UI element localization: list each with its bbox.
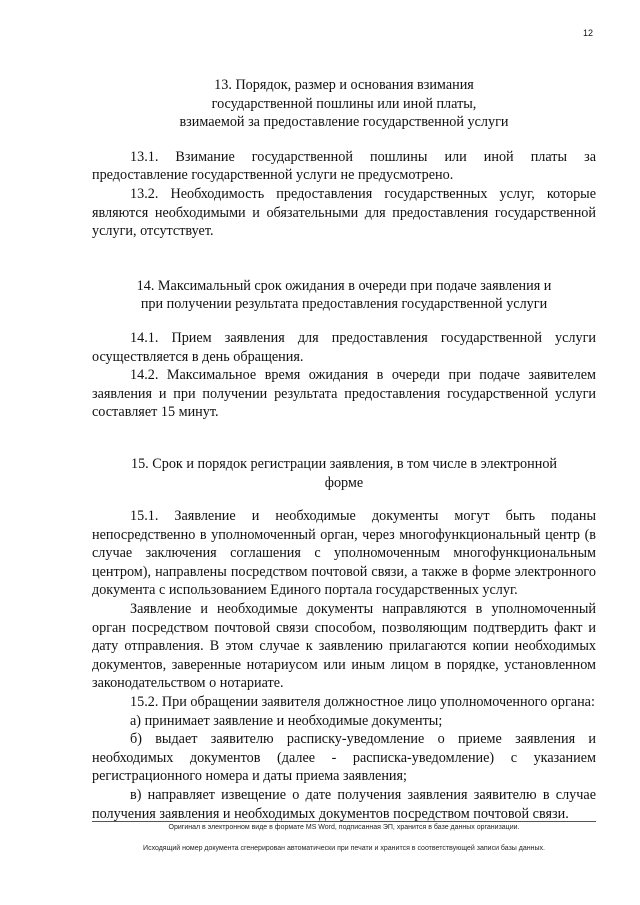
page-number: 12: [583, 28, 594, 38]
section-15-heading-line: форме: [324, 474, 364, 491]
paragraph-14-1: 14.1. Прием заявления для предоставления государственной услуги осуществляется в день обращения.: [92, 329, 596, 365]
paragraph-15-1-continued: Заявление и необходимые документы направляются в уполномоченный орган посредством почтовой связи способом, позволяющим подтвердить факт и дату отправления. В этом случае к заявлению прилагаются копии необходимых документов, заверенные нотариусом или иным лицом в порядке, установленном законодательством о нотариате.: [92, 601, 596, 692]
section-15-heading: [92, 455, 596, 492]
list-item-c: в) направляет извещение о дате получения заявления заявителю в случае получения заявления и необходимых документов посредством почтовой связи.: [92, 787, 596, 822]
section-14-heading-line: при получении результата предоставления государственной услуги: [140, 296, 548, 313]
footer-note-number: Исходящий номер документа сгенерирован автоматически при печати и хранится в соответствующей записи базы данных.: [143, 845, 545, 852]
paragraph-15-1: 15.1. Заявление и необходимые документы могут быть поданы непосредственно в уполномоченный орган, через многофункциональный центр (в случае заключения соглашения с уполномоченным многофункциональным центром), направлены посредством почтовой связи, а также в форме электронного документа с использованием Единого портала государственных услуг.: [92, 508, 596, 599]
footer-divider: [92, 821, 596, 822]
footer-note-original: Оригинал в электронном виде в формате MS Word, подписанная ЭП, хранится в базе данных организации.: [168, 824, 520, 831]
list-item-b: б) выдает заявителю расписку-уведомление о приеме заявления и необходимых документов (далее - расписка-уведомление) с указанием регистрационного номера и даты приема заявления;: [92, 731, 596, 785]
list-item-a: а) принимает заявление и необходимые документы;: [130, 712, 443, 729]
section-14-heading: [92, 277, 596, 314]
section-14-heading-line: 14. Максимальный срок ожидания в очереди при подаче заявления и: [136, 277, 552, 294]
section-13-heading-line: государственной пошлины или иной платы,: [211, 95, 477, 112]
section-15-heading-line: 15. Срок и порядок регистрации заявления, в том числе в электронной: [130, 455, 558, 472]
document-body: [92, 76, 596, 823]
paragraph-13-2: 13.2. Необходимость предоставления государственных услуг, которые являются необходимыми и обязательными для предоставления государственной услуги, отсутствует.: [92, 185, 596, 240]
paragraph-14-2: 14.2. Максимальное время ожидания в очереди при подаче заявителем заявления и при получении результата предоставления государственной услуги составляет 15 минут.: [92, 367, 596, 421]
section-13-heading: [92, 76, 596, 132]
section-13-heading-line: взимаемой за предоставление государственной услуги: [179, 114, 509, 131]
section-13-heading-line: 13. Порядок, размер и основания взимания: [214, 77, 474, 93]
paragraph-15-2: 15.2. При обращении заявителя должностное лицо уполномоченного органа:: [130, 694, 595, 711]
paragraph-13-1: 13.1. Взимание государственной пошлины или иной платы за предоставление государственной услуги не предусмотрено.: [92, 148, 596, 184]
